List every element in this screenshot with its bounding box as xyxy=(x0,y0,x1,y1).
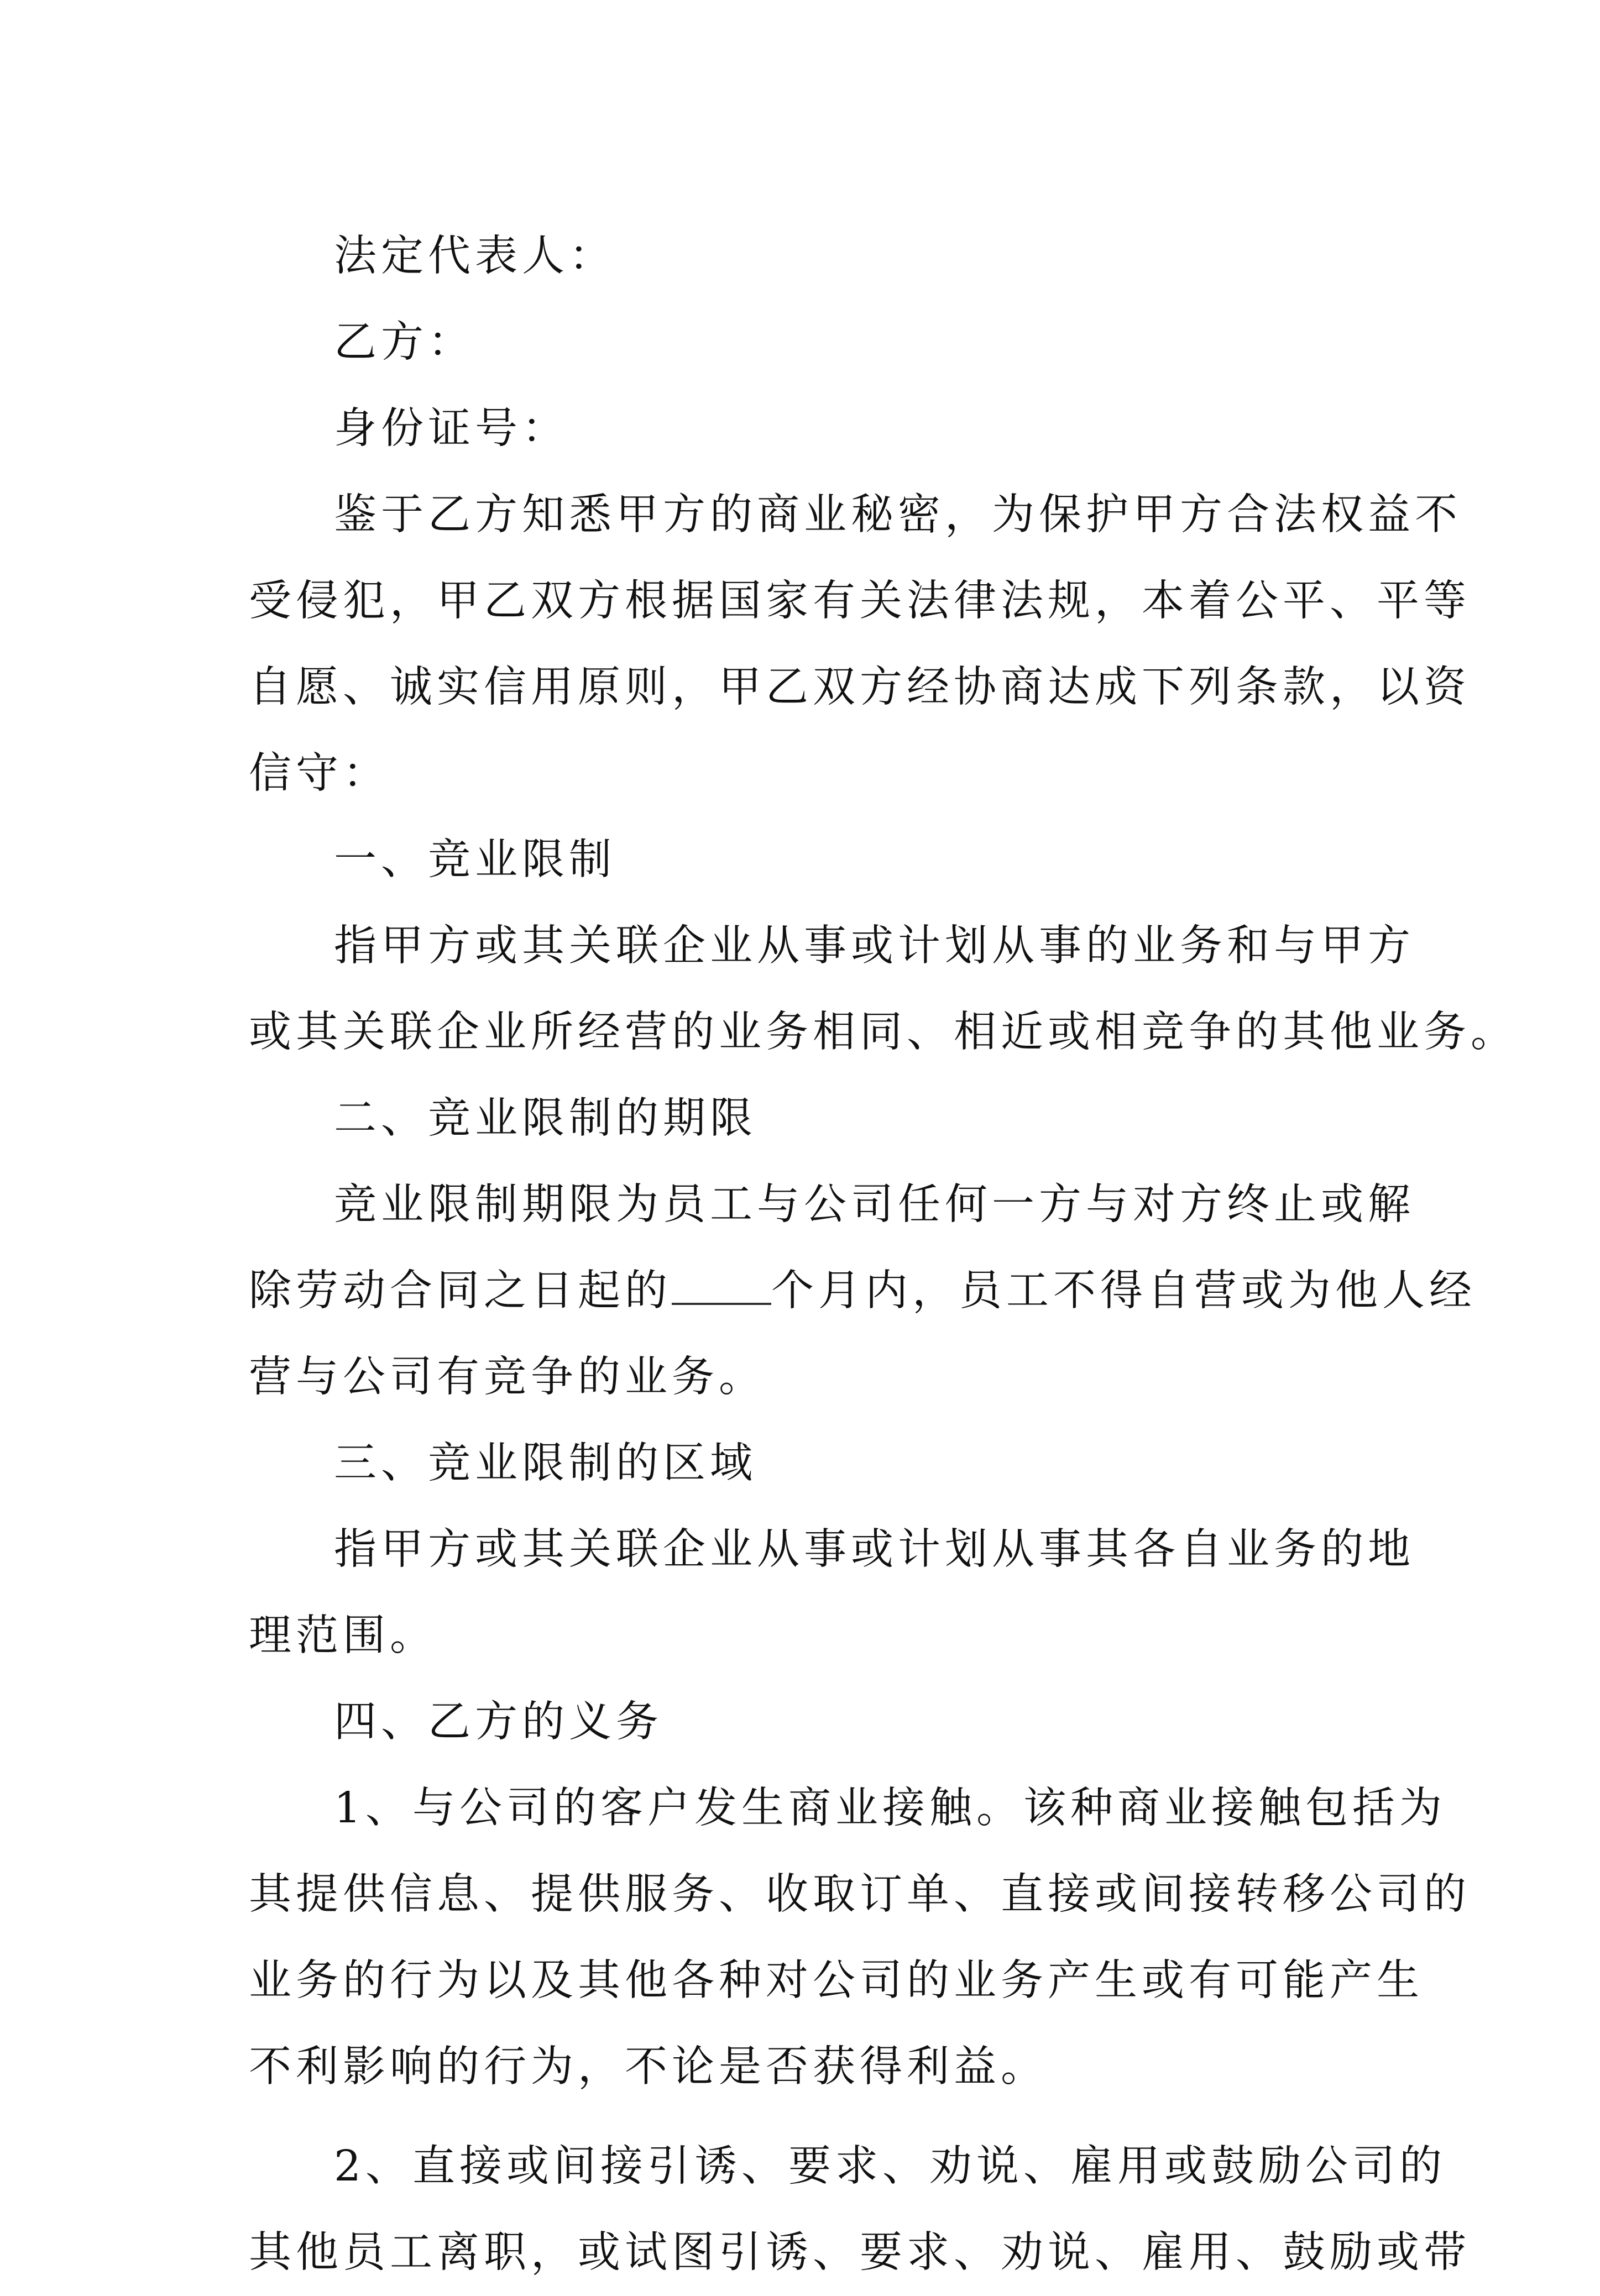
section-text-line: 竞业限制期限为员工与公司任何一方与对方终止或解 xyxy=(334,1180,1415,1229)
obligation-item-line: 1、与公司的客户发生商业接触。该种商业接触包括为 xyxy=(334,1784,1446,1833)
preamble-line: 受侵犯，甲乙双方根据国家有关法律法规，本着公平、平等 xyxy=(249,576,1471,626)
months-blank-field xyxy=(672,1270,771,1305)
section-text-fragment: 个月内，员工不得自营或为他人经 xyxy=(771,1266,1476,1315)
preamble-line: 鉴于乙方知悉甲方的商业秘密，为保护甲方合法权益不 xyxy=(334,490,1462,539)
section-text-line: 营与公司有竞争的业务。 xyxy=(249,1353,766,1402)
party-b-line: 乙方： xyxy=(334,318,475,367)
id-number-line: 身份证号： xyxy=(334,404,569,453)
section-text-line: 理范围。 xyxy=(249,1611,437,1660)
preamble-line: 自愿、诚实信用原则，甲乙双方经协商达成下列条款，以资 xyxy=(249,663,1471,712)
section-text-line: 或其关联企业所经营的业务相同、相近或相竞争的其他业务。 xyxy=(249,1008,1518,1057)
section-text-line: 指甲方或其关联企业从事或计划从事的业务和与甲方 xyxy=(334,921,1415,971)
obligation-item-line: 2、直接或间接引诱、要求、劝说、雇用或鼓励公司的 xyxy=(334,2142,1446,2191)
document-body xyxy=(249,213,1518,2296)
section-text-fragment: 除劳动合同之日起的 xyxy=(249,1266,672,1315)
obligation-item-line: 其提供信息、提供服务、收取订单、直接或间接转移公司的 xyxy=(249,1870,1471,1919)
legal-representative-line: 法定代表人： xyxy=(334,232,616,281)
section-heading: 三、竞业限制的区域 xyxy=(334,1439,757,1488)
preamble-line: 信守： xyxy=(249,749,390,798)
section-heading: 二、竞业限制的期限 xyxy=(334,1094,757,1143)
section-heading: 四、乙方的义务 xyxy=(334,1697,663,1747)
section-text-line: 指甲方或其关联企业从事或计划从事其各自业务的地 xyxy=(334,1525,1415,1574)
section-text-line xyxy=(249,1248,1476,1334)
section-heading: 一、竞业限制 xyxy=(334,835,616,884)
obligation-item-line: 其他员工离职，或试图引诱、要求、劝说、雇用、鼓励或带 xyxy=(249,2228,1471,2277)
obligation-item-line: 不利影响的行为，不论是否获得利益。 xyxy=(249,2042,1048,2091)
obligation-item-line: 业务的行为以及其他各种对公司的业务产生或有可能产生 xyxy=(249,1956,1424,2005)
